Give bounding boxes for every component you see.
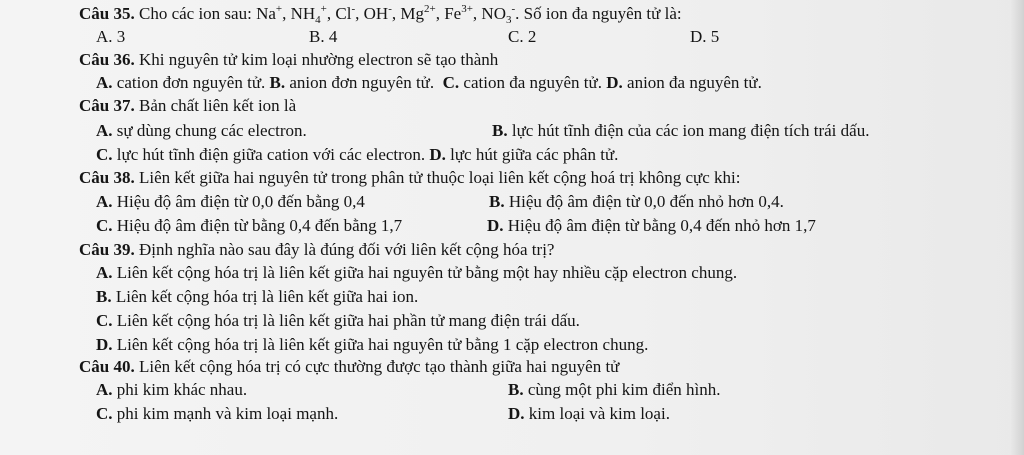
question-number: Câu 36.	[79, 50, 135, 69]
option-letter: D.	[606, 73, 623, 92]
answer-39-a	[96, 263, 737, 283]
option-text: anion đơn nguyên tử.	[289, 73, 435, 92]
question-number: Câu 39.	[79, 240, 135, 259]
option-letter: D.	[508, 404, 525, 423]
question-number: Câu 37.	[79, 96, 135, 115]
option-letter: A.	[96, 121, 113, 140]
option-text: Hiệu độ âm điện từ 0,0 đến bằng 0,4	[116, 192, 365, 211]
answer-38-d	[487, 216, 816, 236]
option-text: kim loại và kim loại.	[528, 404, 670, 423]
option-letter: A.	[96, 380, 113, 399]
answer-37-a	[96, 121, 307, 141]
question-number: Câu 40.	[79, 357, 135, 376]
answer-38-b	[489, 192, 784, 212]
option-letter: A.	[96, 73, 113, 92]
question-text: Định nghĩa nào sau đây là đúng đối với liên kết cộng hóa trị?	[138, 240, 555, 259]
question-35	[79, 4, 682, 24]
option-text: Liên kết cộng hóa trị là liên kết giữa hai ion.	[115, 287, 419, 306]
question-text: Cho các ion sau: Na+, $NH_4^+$, Cl-, OH-, $Mg^{2+}$, $Fe^{3+}$, $NO_3^-$. Số ion đa nguyên tử là:	[138, 3, 682, 26]
question-text: Khi nguyên tử kim loại nhường electron sẽ tạo thành	[138, 50, 499, 69]
question-number: Câu 35.	[79, 4, 135, 23]
answer-39-d	[96, 335, 648, 355]
option-letter: A.	[96, 263, 113, 282]
answer-40-a	[96, 380, 247, 400]
option-text: phi kim khác nhau.	[116, 380, 248, 399]
option-letter: B.	[269, 73, 286, 92]
option-letter: B.	[508, 380, 524, 399]
question-text: Liên kết cộng hóa trị có cực thường được tạo thành giữa hai nguyên tử	[138, 357, 620, 376]
question-38	[79, 168, 740, 188]
option-text: lực hút giữa các phân tử.	[450, 145, 619, 164]
option-text: Hiệu độ âm điện từ bằng 0,4 đến nhỏ hơn 1,7	[507, 216, 816, 235]
option-text: lực hút tĩnh điện của các ion mang điện tích trái dấu.	[511, 121, 870, 140]
option-text: anion đa nguyên tử.	[627, 73, 762, 92]
answer-35-d: D. 5	[690, 27, 720, 46]
option-text: lực hút tĩnh điện giữa cation với các electron.	[116, 145, 426, 164]
option-letter: D.	[429, 145, 446, 164]
option-letter: A.	[96, 192, 113, 211]
option-letter: B.	[489, 192, 505, 211]
option-text: phi kim mạnh và kim loại mạnh.	[116, 404, 339, 423]
question-37	[79, 96, 296, 116]
option-text: cùng một phi kim điển hình.	[527, 380, 721, 399]
option-letter: D.	[96, 335, 113, 354]
option-text: Liên kết cộng hóa trị là liên kết giữa hai nguyên tử bằng 1 cặp electron chung.	[116, 335, 649, 354]
page-edge-shadow	[1010, 0, 1024, 455]
answer-row-37-cd	[96, 145, 618, 165]
question-text: Bản chất liên kết ion là	[138, 96, 297, 115]
answer-35-c: C. 2	[508, 27, 537, 46]
answer-38-c	[96, 216, 402, 236]
option-letter: C.	[96, 404, 113, 423]
answer-40-b	[508, 380, 721, 400]
answer-39-c	[96, 311, 580, 331]
option-letter: B.	[492, 121, 508, 140]
answer-40-d	[508, 404, 670, 424]
option-letter: C.	[96, 311, 113, 330]
option-letter: D.	[487, 216, 504, 235]
answer-40-c	[96, 404, 338, 424]
question-39	[79, 240, 554, 260]
question-36	[79, 50, 498, 70]
option-text: Hiệu độ âm điện từ bằng 0,4 đến bằng 1,7	[116, 216, 403, 235]
option-text: cation đa nguyên tử.	[463, 73, 602, 92]
option-text: Liên kết cộng hóa trị là liên kết giữa hai nguyên tử bằng một hay nhiều cặp electron chung.	[116, 263, 738, 282]
option-text: Hiệu độ âm điện từ 0,0 đến nhỏ hơn 0,4.	[508, 192, 784, 211]
answer-39-b	[96, 287, 418, 307]
option-letter: B.	[96, 287, 112, 306]
answer-35-a: A. 3	[96, 27, 126, 46]
option-text: cation đơn nguyên tử.	[116, 73, 266, 92]
answer-38-a	[96, 192, 365, 212]
option-letter: C.	[442, 73, 460, 92]
question-number: Câu 38.	[79, 168, 135, 187]
option-text: Liên kết cộng hóa trị là liên kết giữa hai phần tử mang điện trái dấu.	[116, 311, 580, 330]
question-text: Liên kết giữa hai nguyên tử trong phân tử thuộc loại liên kết cộng hoá trị không cực khi:	[138, 168, 741, 187]
option-letter: C.	[96, 145, 113, 164]
answer-37-b	[492, 121, 869, 141]
option-letter: C.	[96, 216, 113, 235]
option-text: sự dùng chung các electron.	[116, 121, 307, 140]
answer-row-36	[96, 73, 762, 93]
question-40	[79, 357, 619, 377]
answer-35-b: B. 4	[309, 27, 338, 46]
